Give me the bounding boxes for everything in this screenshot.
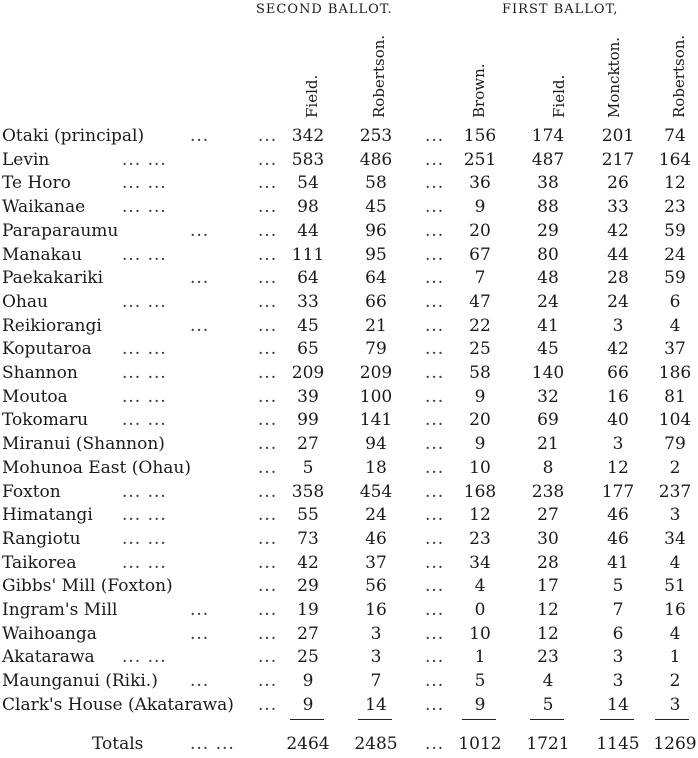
vote-first-field: 30 (537, 528, 559, 549)
vote-first-field: 80 (537, 244, 559, 265)
col-first-robertson: Robertson. (670, 34, 688, 118)
separator-dots: ... (425, 528, 445, 549)
vote-second-field: 45 (297, 315, 319, 336)
table-row (0, 268, 698, 292)
separator-dots: ... (425, 197, 445, 218)
vote-first-brown: 4 (474, 576, 486, 597)
vote-first-robertson: 3 (669, 694, 681, 715)
vote-first-brown: 25 (469, 339, 491, 360)
vote-second-field: 29 (297, 576, 319, 597)
leader-dots: ... (258, 434, 278, 455)
table-row (0, 434, 698, 458)
vote-second-field: 33 (297, 291, 319, 312)
vote-first-robertson: 59 (664, 220, 686, 241)
separator-dots: ... (425, 600, 445, 620)
vote-first-field: 5 (542, 694, 554, 715)
col-second-field: Field. (303, 74, 321, 118)
place-name: Akatarawa (2, 647, 95, 668)
leader-dots: ... ... (122, 149, 167, 170)
vote-first-field: 8 (542, 457, 554, 478)
vote-first-brown: 10 (469, 457, 491, 478)
table-row (0, 647, 698, 671)
vote-first-robertson: 104 (658, 410, 692, 431)
vote-second-field: 27 (297, 623, 319, 644)
separator-dots: ... (425, 576, 445, 597)
vote-second-robertson: 100 (359, 386, 393, 407)
vote-second-field: 342 (291, 126, 325, 146)
vote-second-robertson: 21 (365, 315, 387, 336)
vote-first-field: 21 (537, 434, 559, 455)
vote-second-robertson: 18 (365, 457, 387, 478)
place-name: Moutoa (2, 386, 68, 407)
vote-second-robertson: 64 (365, 268, 387, 289)
separator-dots: ... (425, 481, 445, 502)
vote-first-field: 4 (542, 671, 554, 692)
vote-first-field: 69 (537, 410, 559, 431)
vote-first-brown: 9 (474, 197, 486, 218)
table-row (0, 576, 698, 600)
vote-first-brown: 9 (474, 694, 486, 715)
vote-first-field: 38 (537, 173, 559, 194)
leader-dots: ... (190, 671, 210, 692)
vote-first-field: 17 (537, 576, 559, 597)
vote-first-robertson: 186 (658, 363, 692, 383)
totals-sep-dots: ... (425, 734, 445, 754)
table-row (0, 339, 698, 363)
separator-dots: ... (425, 315, 445, 336)
vote-first-monckton: 201 (601, 126, 635, 146)
total-rule (290, 719, 324, 720)
table-row (0, 482, 698, 506)
vote-second-robertson: 486 (359, 149, 393, 170)
vote-first-brown: 1 (474, 647, 486, 668)
vote-second-robertson: 58 (365, 173, 387, 194)
leader-dots: ... (258, 126, 278, 146)
table-row (0, 553, 698, 577)
separator-dots: ... (425, 457, 445, 478)
vote-second-robertson: 96 (365, 220, 387, 241)
leader-dots: ... (258, 339, 278, 360)
col-second-robertson: Robertson. (370, 34, 388, 118)
totals-label: Totals (92, 734, 144, 754)
leader-dots: ... (258, 173, 278, 194)
table-row (0, 197, 698, 221)
vote-first-field: 28 (537, 552, 559, 573)
vote-second-robertson: 79 (365, 339, 387, 360)
place-name: Levin (2, 149, 50, 170)
vote-first-brown: 22 (469, 315, 491, 336)
separator-dots: ... (425, 623, 445, 644)
first-ballot-heading: FIRST BALLOT, (502, 2, 619, 17)
vote-second-robertson: 16 (365, 600, 387, 620)
leader-dots: ... (258, 647, 278, 668)
table-row (0, 600, 698, 624)
vote-first-monckton: 12 (607, 457, 629, 478)
leader-dots: ... (190, 268, 210, 289)
vote-first-robertson: 2 (669, 457, 681, 478)
leader-dots: ... ... (122, 244, 167, 265)
leader-dots: ... (190, 600, 210, 620)
vote-first-field: 174 (531, 126, 565, 146)
vote-first-brown: 47 (469, 291, 491, 312)
separator-dots: ... (425, 434, 445, 455)
place-name: Rangiotu (2, 528, 81, 549)
col-first-field: Field. (550, 74, 568, 118)
vote-first-brown: 10 (469, 623, 491, 644)
leader-dots: ... (258, 552, 278, 573)
vote-first-robertson: 4 (669, 315, 681, 336)
separator-dots: ... (425, 220, 445, 241)
place-name: Paraparaumu (2, 220, 119, 241)
separator-dots: ... (425, 363, 445, 383)
vote-second-robertson: 56 (365, 576, 387, 597)
table-row (0, 363, 698, 387)
separator-dots: ... (425, 173, 445, 194)
place-name: Maunganui (Riki.) (2, 671, 158, 692)
leader-dots: ... ... (122, 481, 167, 502)
place-name: Reikiorangi (2, 315, 102, 336)
leader-dots: ... (258, 386, 278, 407)
vote-second-field: 98 (297, 197, 319, 218)
place-name: Waihoanga (2, 623, 97, 644)
table-row (0, 245, 698, 269)
leader-dots: ... ... (122, 291, 167, 312)
vote-first-monckton: 3 (612, 315, 624, 336)
second-ballot-heading: SECOND BALLOT. (256, 2, 393, 17)
vote-first-field: 12 (537, 600, 559, 620)
place-name: Gibbs' Mill (Foxton) (2, 576, 173, 597)
leader-dots: ... (258, 220, 278, 241)
vote-first-robertson: 23 (664, 197, 686, 218)
table-row (0, 695, 698, 719)
vote-second-robertson: 95 (365, 244, 387, 265)
place-name: Shannon (2, 363, 78, 383)
place-name: Paekakariki (2, 268, 104, 289)
vote-first-robertson: 81 (664, 386, 686, 407)
leader-dots: ... (258, 268, 278, 289)
vote-first-monckton: 177 (601, 481, 635, 502)
table-row (0, 410, 698, 434)
vote-first-monckton: 5 (612, 576, 624, 597)
leader-dots: ... (190, 315, 210, 336)
separator-dots: ... (425, 149, 445, 170)
leader-dots: ... ... (122, 339, 167, 360)
vote-first-brown: 23 (469, 528, 491, 549)
vote-first-monckton: 46 (607, 505, 629, 526)
place-name: Himatangi (2, 505, 93, 526)
table-row (0, 221, 698, 245)
separator-dots: ... (425, 386, 445, 407)
place-name: Miranui (Shannon) (2, 434, 165, 455)
vote-first-monckton: 6 (612, 623, 624, 644)
leader-dots: ... (258, 528, 278, 549)
leader-dots: ... (258, 671, 278, 692)
vote-second-robertson: 3 (370, 623, 382, 644)
leader-dots: ... (190, 623, 210, 644)
place-name: Manakau (2, 244, 83, 265)
vote-first-brown: 5 (474, 671, 486, 692)
vote-second-field: 5 (302, 457, 314, 478)
leader-dots: ... (258, 623, 278, 644)
vote-second-field: 73 (297, 528, 319, 549)
vote-second-robertson: 37 (365, 552, 387, 573)
vote-second-robertson: 7 (370, 671, 382, 692)
vote-second-robertson: 24 (365, 505, 387, 526)
vote-first-monckton: 26 (607, 173, 629, 194)
leader-dots: ... ... (122, 647, 167, 668)
table-row (0, 316, 698, 340)
total-first-field: 1721 (526, 734, 570, 754)
vote-first-robertson: 34 (664, 528, 686, 549)
vote-first-monckton: 46 (607, 528, 629, 549)
vote-first-monckton: 41 (607, 552, 629, 573)
separator-dots: ... (425, 671, 445, 692)
separator-dots: ... (425, 505, 445, 526)
leader-dots: ... (258, 694, 278, 715)
leader-dots: ... (258, 244, 278, 265)
vote-first-monckton: 3 (612, 434, 624, 455)
place-name: Foxton (2, 481, 61, 502)
vote-first-brown: 12 (469, 505, 491, 526)
totals-row (0, 734, 698, 758)
vote-second-field: 9 (302, 694, 314, 715)
vote-first-monckton: 3 (612, 671, 624, 692)
leader-dots: ... ... (122, 386, 167, 407)
separator-dots: ... (425, 268, 445, 289)
vote-first-field: 27 (537, 505, 559, 526)
vote-first-monckton: 42 (607, 220, 629, 241)
vote-second-field: 209 (291, 363, 325, 383)
vote-first-field: 29 (537, 220, 559, 241)
leader-dots: ... (258, 315, 278, 336)
vote-second-robertson: 94 (365, 434, 387, 455)
place-name: Clark's House (Akatarawa) (2, 694, 234, 715)
separator-dots: ... (425, 410, 445, 431)
total-first-brown: 1012 (458, 734, 502, 754)
vote-first-monckton: 3 (612, 647, 624, 668)
vote-first-robertson: 3 (669, 505, 681, 526)
vote-first-field: 24 (537, 291, 559, 312)
table-row (0, 671, 698, 695)
vote-first-robertson: 164 (658, 149, 692, 170)
separator-dots: ... (425, 339, 445, 360)
separator-dots: ... (425, 244, 445, 265)
leader-dots: ... (258, 149, 278, 170)
separator-dots: ... (425, 126, 445, 146)
vote-second-field: 64 (297, 268, 319, 289)
vote-first-monckton: 40 (607, 410, 629, 431)
vote-first-monckton: 44 (607, 244, 629, 265)
table-row (0, 529, 698, 553)
vote-first-field: 88 (537, 197, 559, 218)
total-rule (358, 719, 392, 720)
vote-first-robertson: 16 (664, 600, 686, 620)
vote-first-field: 140 (531, 363, 565, 383)
leader-dots: ... ... (122, 197, 167, 218)
place-name: Mohunoa East (Ohau) (2, 457, 192, 478)
table-row (0, 505, 698, 529)
vote-second-robertson: 209 (359, 363, 393, 383)
vote-first-brown: 251 (463, 149, 497, 170)
total-second-robertson: 2485 (354, 734, 398, 754)
table-row (0, 387, 698, 411)
vote-first-monckton: 33 (607, 197, 629, 218)
total-first-monckton: 1145 (596, 734, 640, 754)
col-first-brown: Brown. (470, 63, 488, 118)
vote-first-robertson: 79 (664, 434, 686, 455)
leader-dots: ... (258, 197, 278, 218)
vote-second-robertson: 141 (359, 410, 393, 431)
table-row (0, 150, 698, 174)
vote-first-brown: 67 (469, 244, 491, 265)
vote-first-field: 45 (537, 339, 559, 360)
vote-second-robertson: 454 (359, 481, 393, 502)
table-row (0, 173, 698, 197)
vote-first-robertson: 24 (664, 244, 686, 265)
leader-dots: ... (258, 291, 278, 312)
vote-first-brown: 36 (469, 173, 491, 194)
table-row (0, 126, 698, 150)
vote-second-robertson: 45 (365, 197, 387, 218)
vote-second-field: 54 (297, 173, 319, 194)
vote-second-field: 583 (291, 149, 325, 170)
leader-dots: ... (258, 410, 278, 431)
place-name: Tokomaru (2, 410, 89, 431)
vote-first-monckton: 28 (607, 268, 629, 289)
place-name: Otaki (principal) (2, 126, 145, 146)
vote-first-brown: 0 (474, 600, 486, 620)
vote-first-brown: 9 (474, 434, 486, 455)
totals-dots: ... ... (190, 734, 235, 754)
vote-first-monckton: 24 (607, 291, 629, 312)
vote-first-brown: 9 (474, 386, 486, 407)
vote-first-brown: 7 (474, 268, 486, 289)
vote-first-robertson: 4 (669, 623, 681, 644)
vote-second-field: 25 (297, 647, 319, 668)
vote-first-robertson: 37 (664, 339, 686, 360)
vote-first-monckton: 7 (612, 600, 624, 620)
vote-second-field: 44 (297, 220, 319, 241)
vote-second-field: 55 (297, 505, 319, 526)
leader-dots: ... (190, 220, 210, 241)
place-name: Taikorea (2, 552, 77, 573)
vote-first-field: 12 (537, 623, 559, 644)
vote-first-field: 23 (537, 647, 559, 668)
col-first-monckton: Monckton. (605, 36, 623, 118)
vote-first-brown: 156 (463, 126, 497, 146)
vote-first-brown: 34 (469, 552, 491, 573)
leader-dots: ... ... (122, 528, 167, 549)
place-name: Ohau (2, 291, 48, 312)
place-name: Te Horo (2, 173, 71, 194)
vote-second-robertson: 3 (370, 647, 382, 668)
vote-second-robertson: 46 (365, 528, 387, 549)
vote-first-field: 32 (537, 386, 559, 407)
separator-dots: ... (425, 647, 445, 668)
vote-first-brown: 58 (469, 363, 491, 383)
total-second-field: 2464 (286, 734, 330, 754)
vote-first-monckton: 217 (601, 149, 635, 170)
vote-first-field: 41 (537, 315, 559, 336)
place-name: Waikanae (2, 197, 86, 218)
leader-dots: ... (258, 600, 278, 620)
table-row (0, 458, 698, 482)
vote-second-robertson: 66 (365, 291, 387, 312)
leader-dots: ... ... (122, 173, 167, 194)
vote-second-field: 111 (291, 244, 325, 265)
separator-dots: ... (425, 694, 445, 715)
table-row (0, 624, 698, 648)
leader-dots: ... (258, 481, 278, 502)
leader-dots: ... (258, 457, 278, 478)
leader-dots: ... ... (122, 505, 167, 526)
vote-second-field: 358 (291, 481, 325, 502)
vote-first-robertson: 74 (664, 126, 686, 146)
leader-dots: ... ... (122, 552, 167, 573)
place-name: Koputaroa (2, 339, 92, 360)
total-rule (600, 719, 634, 720)
place-name: Ingram's Mill (2, 600, 118, 620)
vote-first-brown: 20 (469, 410, 491, 431)
vote-first-robertson: 59 (664, 268, 686, 289)
vote-first-monckton: 42 (607, 339, 629, 360)
vote-first-robertson: 51 (664, 576, 686, 597)
total-rule (530, 719, 564, 720)
vote-first-robertson: 6 (669, 291, 681, 312)
table-row (0, 292, 698, 316)
vote-first-robertson: 2 (669, 671, 681, 692)
vote-first-field: 238 (531, 481, 565, 502)
separator-dots: ... (425, 552, 445, 573)
separator-dots: ... (425, 291, 445, 312)
vote-first-robertson: 12 (664, 173, 686, 194)
vote-first-monckton: 66 (607, 363, 629, 383)
vote-second-field: 42 (297, 552, 319, 573)
vote-second-field: 27 (297, 434, 319, 455)
leader-dots: ... (258, 576, 278, 597)
vote-second-field: 9 (302, 671, 314, 692)
vote-first-field: 48 (537, 268, 559, 289)
leader-dots: ... (258, 505, 278, 526)
total-first-robertson: 1269 (653, 734, 697, 754)
vote-second-field: 19 (297, 600, 319, 620)
vote-second-field: 99 (297, 410, 319, 431)
vote-first-monckton: 14 (607, 694, 629, 715)
vote-first-robertson: 4 (669, 552, 681, 573)
vote-second-robertson: 253 (359, 126, 393, 146)
vote-first-monckton: 16 (607, 386, 629, 407)
total-rule (462, 719, 496, 720)
vote-second-robertson: 14 (365, 694, 387, 715)
vote-first-field: 487 (531, 149, 565, 170)
leader-dots: ... (258, 363, 278, 383)
leader-dots: ... (190, 126, 210, 146)
vote-second-field: 65 (297, 339, 319, 360)
vote-first-brown: 168 (463, 481, 497, 502)
leader-dots: ... ... (122, 410, 167, 431)
vote-second-field: 39 (297, 386, 319, 407)
total-rule (655, 719, 689, 720)
vote-first-brown: 20 (469, 220, 491, 241)
leader-dots: ... ... (122, 363, 167, 383)
vote-first-robertson: 237 (658, 481, 692, 502)
vote-first-robertson: 1 (669, 647, 681, 668)
